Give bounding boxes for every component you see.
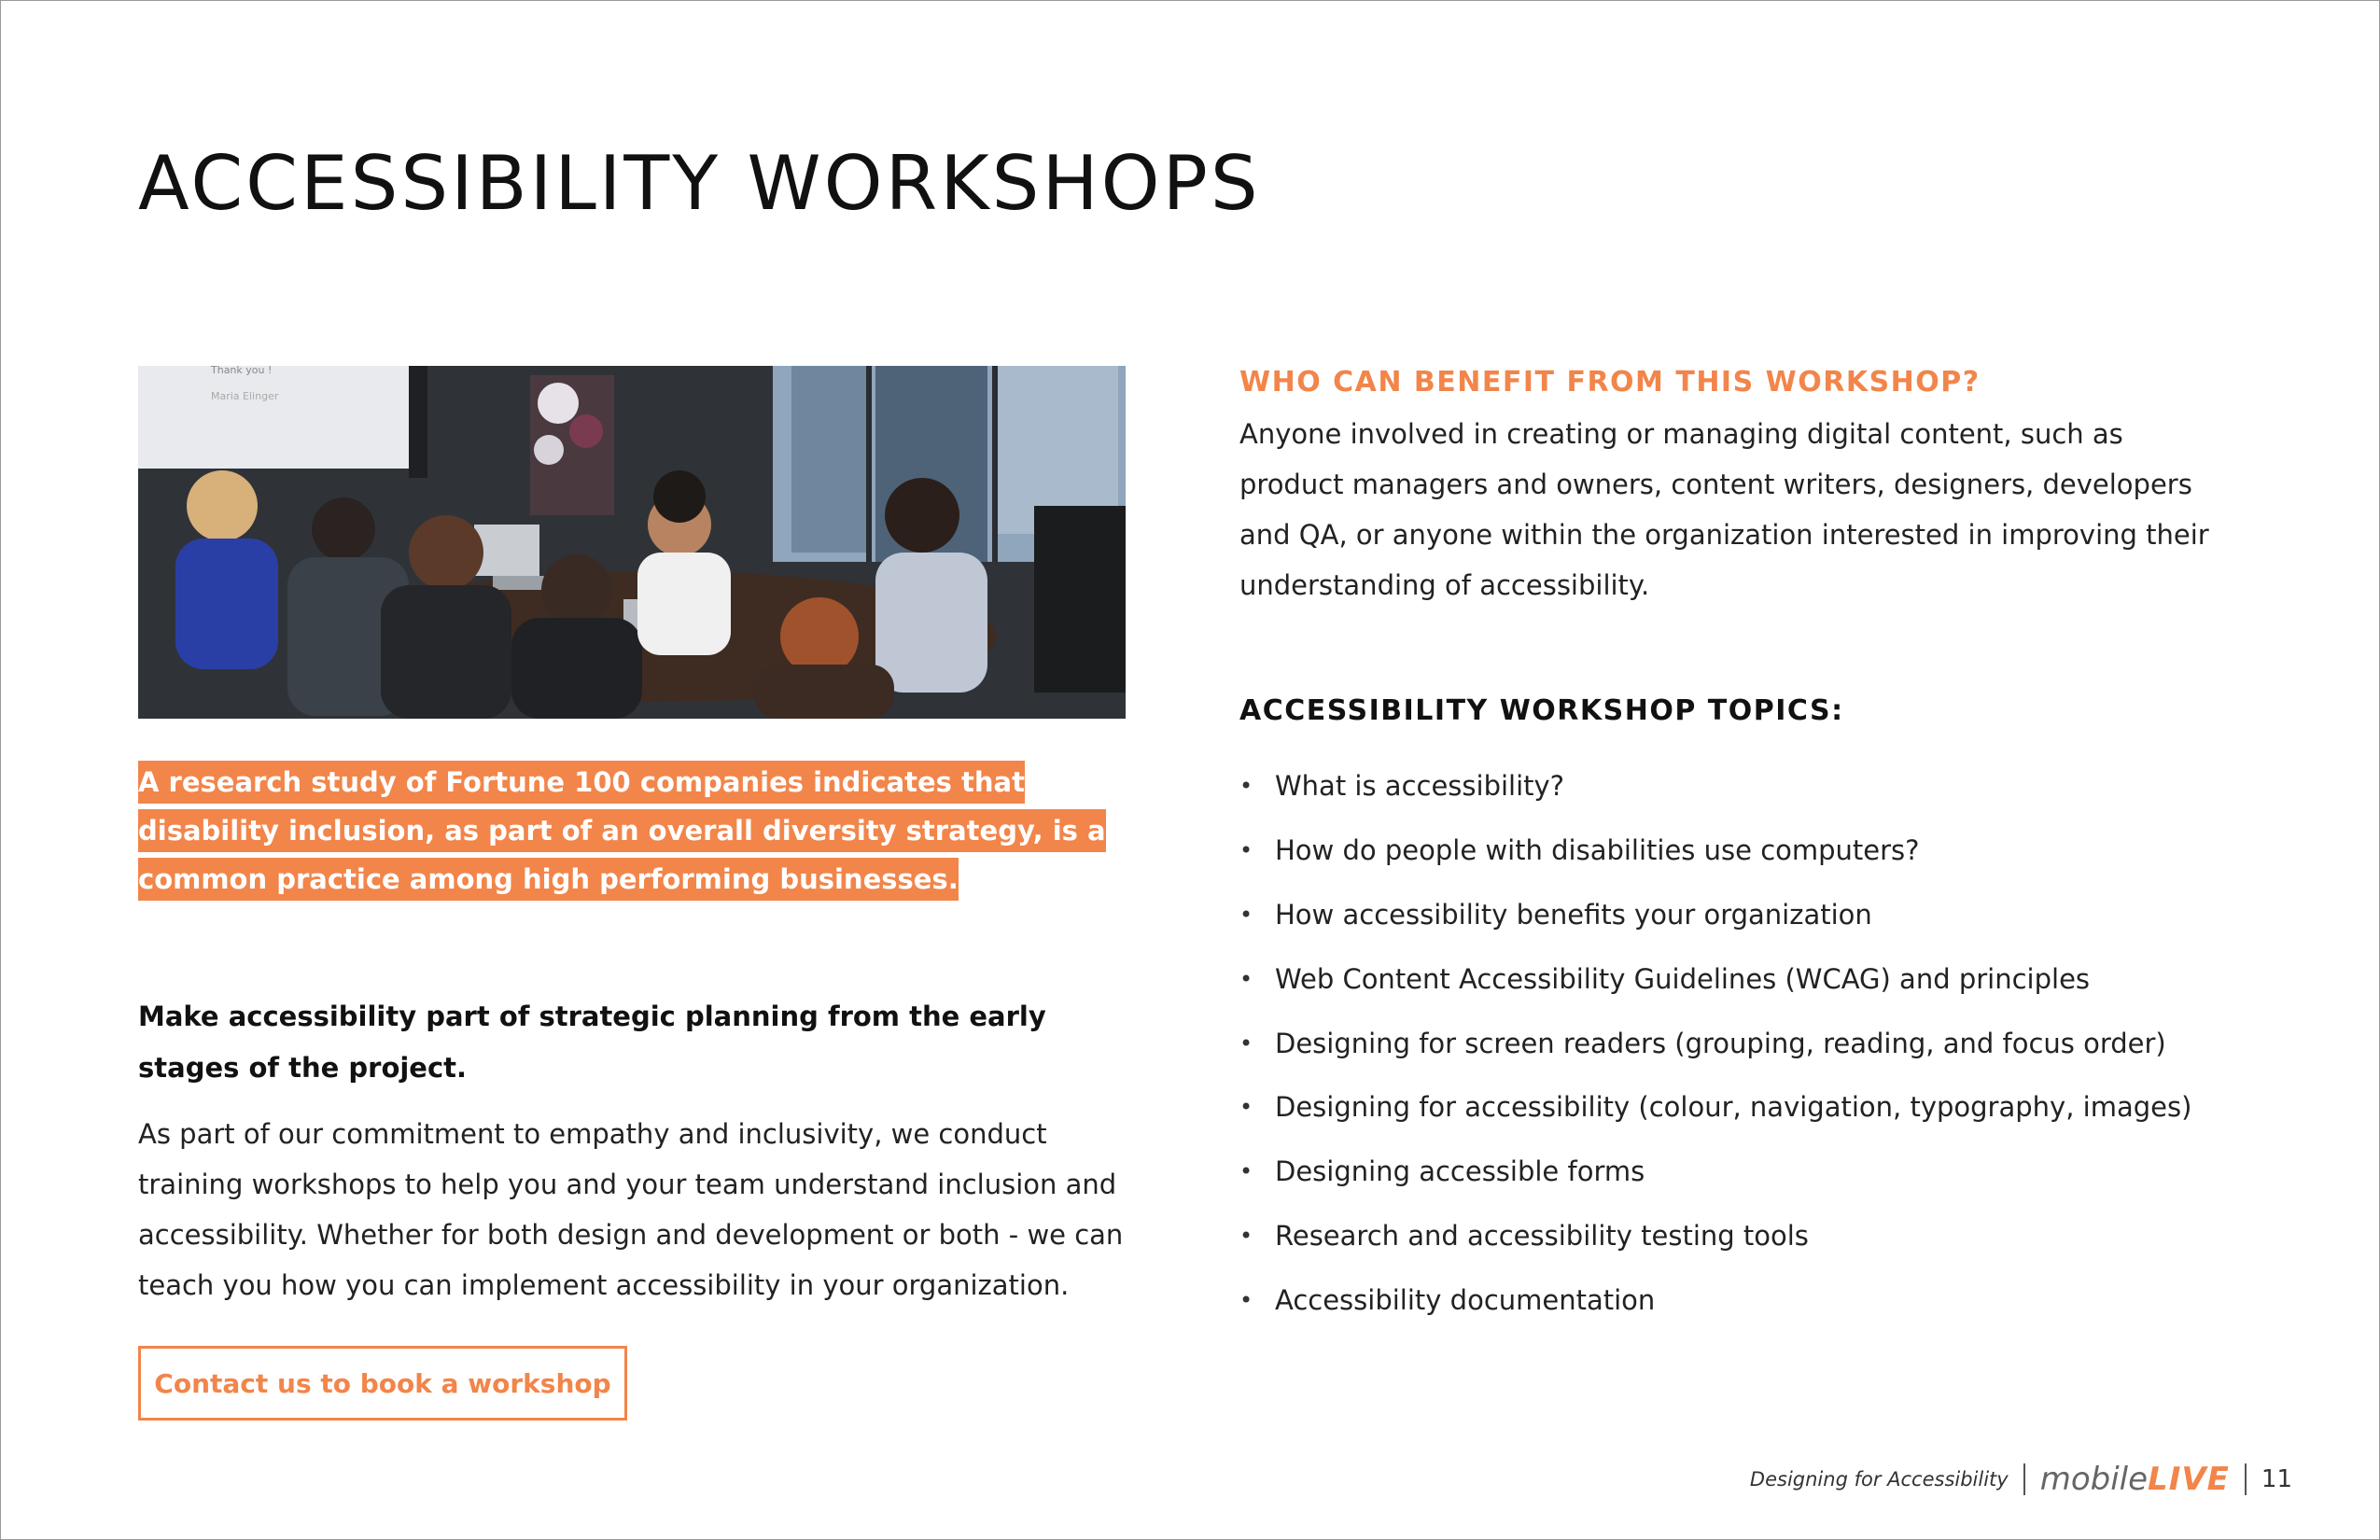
topic-label: How accessibility benefits your organization	[1275, 898, 1872, 931]
page-number: 11	[2261, 1465, 2292, 1493]
bullet-icon: •	[1239, 1286, 1253, 1313]
topics-heading: ACCESSIBILITY WORKSHOP TOPICS:	[1239, 694, 1844, 727]
topic-item	[1239, 1075, 2266, 1140]
topic-label: Designing for accessibility (colour, navigation, typography, images)	[1275, 1091, 2192, 1124]
bullet-icon: •	[1239, 837, 1253, 864]
bullet-icon: •	[1239, 1094, 1253, 1121]
topic-item	[1239, 946, 2266, 1011]
topic-item	[1239, 754, 2266, 819]
who-can-benefit-text: Anyone involved in creating or managing digital content, such as product managers and owners, content writers, designers, developers and QA, or anyone within the organization interested in improving their understanding of accessibility.	[1239, 418, 2209, 601]
footer-caption: Designing for Accessibility	[1749, 1468, 2009, 1491]
topic-label: What is accessibility?	[1275, 770, 1565, 803]
bullet-icon: •	[1239, 901, 1253, 928]
topic-item	[1239, 819, 2266, 883]
strategic-planning-lead: Make accessibility part of strategic planning from the early stages of the project.	[138, 1001, 1046, 1084]
topic-item	[1239, 1204, 2266, 1268]
topics-list	[1239, 754, 2266, 1332]
topic-label: Designing for screen readers (grouping, reading, and focus order)	[1275, 1027, 2166, 1059]
topic-label: How do people with disabilities use computers?	[1275, 834, 1920, 867]
footer-divider	[2023, 1463, 2025, 1495]
footer-divider	[2245, 1463, 2247, 1495]
bullet-icon: •	[1239, 965, 1253, 992]
screen-text-1: Thank you !	[211, 366, 273, 376]
topic-label: Research and accessibility testing tools	[1275, 1219, 1809, 1252]
bullet-icon: •	[1239, 1158, 1253, 1185]
topic-item	[1239, 1011, 2266, 1075]
commitment-paragraph: As part of our commitment to empathy and inclusivity, we conduct training workshops to help you and your team understand inclusion and accessibility. Whether for both design and development or both - we can teach you how you can implement accessibility in your organization.	[138, 1118, 1124, 1301]
mobilelive-logo	[2040, 1461, 2230, 1498]
bullet-icon: •	[1239, 1029, 1253, 1057]
topic-label: Accessibility documentation	[1275, 1283, 1656, 1316]
page-title: ACCESSIBILITY WORKSHOPS	[138, 140, 1261, 227]
contact-us-button[interactable]: Contact us to book a workshop	[138, 1346, 627, 1421]
topic-item	[1239, 883, 2266, 947]
who-can-benefit-heading: WHO CAN BENEFIT FROM THIS WORKSHOP?	[1239, 366, 1981, 399]
topic-label: Designing accessible forms	[1275, 1155, 1645, 1188]
bullet-icon: •	[1239, 773, 1253, 800]
logo-suffix: LIVE	[2148, 1461, 2230, 1498]
topic-item	[1239, 1267, 2266, 1332]
topic-item	[1239, 1140, 2266, 1204]
screen-text-2: Maria Elinger	[211, 390, 279, 402]
topic-label: Web Content Accessibility Guidelines (WCAG) and principles	[1275, 962, 2091, 995]
logo-prefix: mobile	[2039, 1461, 2149, 1498]
workshop-photo	[138, 366, 1126, 719]
research-callout	[138, 758, 1152, 903]
research-callout-text: A research study of Fortune 100 companies indicates that disability inclusion, as part of an overall diversity strategy, is a common practice among high performing businesses.	[138, 761, 1106, 901]
bullet-icon: •	[1239, 1222, 1253, 1249]
page-footer	[1750, 1456, 2292, 1503]
